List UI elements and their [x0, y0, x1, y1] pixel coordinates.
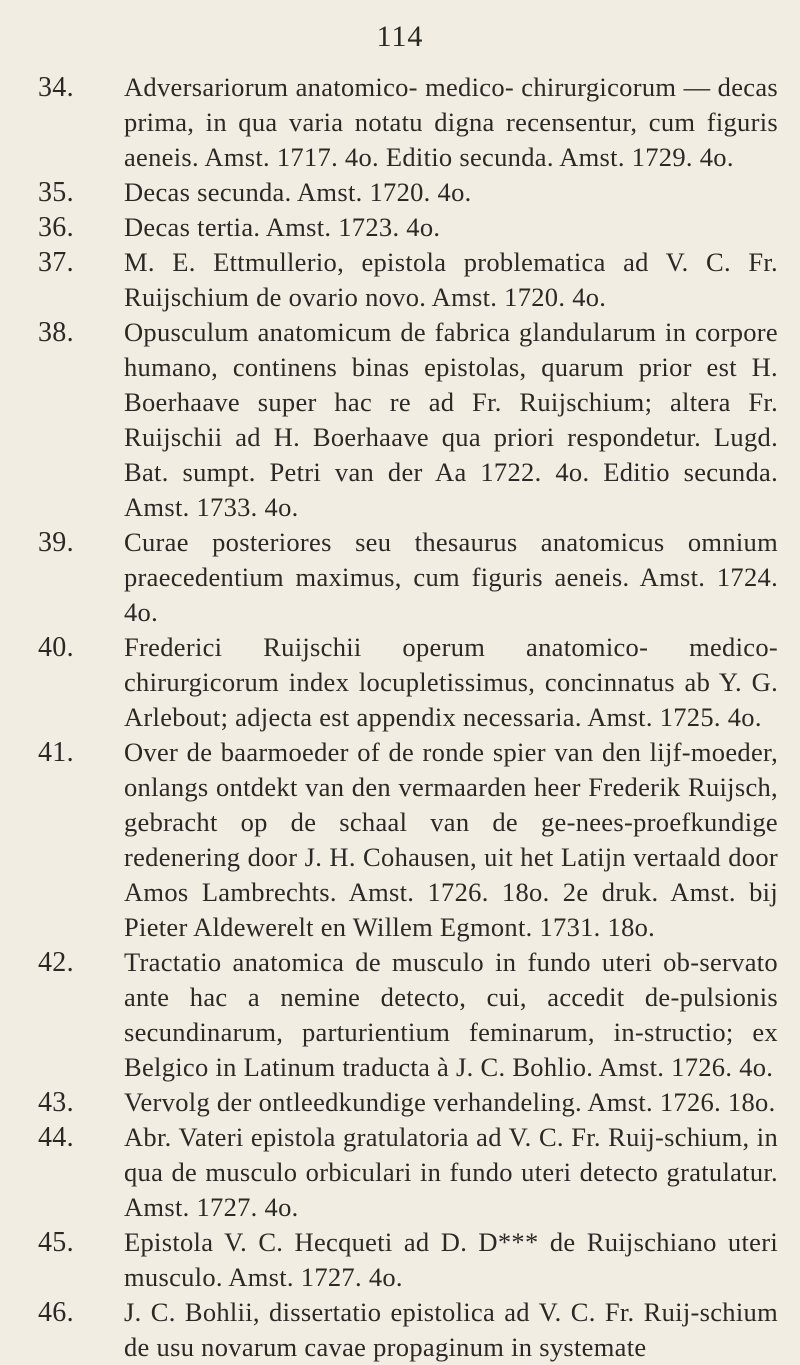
entry-number: 35.	[38, 177, 74, 208]
entry-text: Tractatio anatomica de musculo in fundo uteri ob-servato ante hac a nemine detecto, cui, accedit de-pulsionis secundinarum, parturientium feminarum, in-structio; ex Belgico in Latinum traducta à J. C. Bohlio. Amst. 1726. 4o.	[124, 947, 778, 1082]
entry-number: 44.	[38, 1122, 74, 1153]
entry-number: 38.	[38, 317, 74, 348]
entry-number: 42.	[38, 947, 74, 978]
list-item	[38, 245, 778, 315]
list-item	[38, 1295, 778, 1365]
list-item	[38, 315, 778, 525]
entry-text: Decas secunda. Amst. 1720. 4o.	[124, 177, 472, 207]
list-item	[38, 735, 778, 945]
list-item	[38, 630, 778, 735]
list-item	[38, 210, 778, 245]
list-item	[38, 70, 778, 175]
entry-number: 41.	[38, 737, 74, 768]
list-item	[38, 525, 778, 630]
entry-text: Epistola V. C. Hecqueti ad D. D*** de Ruijschiano uteri musculo. Amst. 1727. 4o.	[124, 1227, 778, 1292]
bibliography-list	[38, 70, 778, 1365]
entry-text: Frederici Ruijschii operum anatomico- medico- chirurgicorum index locupletissimus, concinnatus ab Y. G. Arlebout; adjecta est appendix necessaria. Amst. 1725. 4o.	[124, 632, 778, 732]
list-item	[38, 945, 778, 1085]
entry-text: Vervolg der ontleedkundige verhandeling. Amst. 1726. 18o.	[124, 1087, 776, 1117]
list-item	[38, 1085, 778, 1120]
entry-number: 43.	[38, 1087, 74, 1118]
entry-number: 39.	[38, 527, 74, 558]
entry-text: M. E. Ettmullerio, epistola problematica ad V. C. Fr. Ruijschium de ovario novo. Amst. 1720. 4o.	[124, 247, 778, 312]
entry-text: Curae posteriores seu thesaurus anatomicus omnium praecedentium maximus, cum figuris aeneis. Amst. 1724. 4o.	[124, 527, 778, 627]
entry-number: 45.	[38, 1227, 74, 1258]
entry-number: 46.	[38, 1297, 74, 1328]
entry-text: J. C. Bohlii, dissertatio epistolica ad V. C. Fr. Ruij-schium de usu novarum cavae propaginum in systemate	[124, 1297, 778, 1362]
entry-number: 37.	[38, 247, 74, 278]
entry-text: Adversariorum anatomico- medico- chirurgicorum — decas prima, in qua varia notatu digna recensentur, cum figuris aeneis. Amst. 1717. 4o. Editio secunda. Amst. 1729. 4o.	[124, 72, 778, 172]
list-item	[38, 1225, 778, 1295]
entry-text: Opusculum anatomicum de fabrica glandularum in corpore humano, continens binas epistolas, quarum prior est H. Boerhaave super hac re ad Fr. Ruijschium; altera Fr. Ruijschii ad H. Boerhaave qua priori respondetur. Lugd. Bat. sumpt. Petri van der Aa 1722. 4o. Editio secunda. Amst. 1733. 4o.	[124, 317, 778, 522]
entry-text: Abr. Vateri epistola gratulatoria ad V. C. Fr. Ruij-schium, in qua de musculo orbiculari in fundo uteri detecto gratulatur. Amst. 1727. 4o.	[124, 1122, 778, 1222]
entry-number: 40.	[38, 632, 74, 663]
entry-number: 34.	[38, 72, 74, 103]
entry-number: 36.	[38, 212, 74, 243]
list-item	[38, 175, 778, 210]
entry-text: Over de baarmoeder of de ronde spier van den lijf-moeder, onlangs ontdekt van den vermaarden heer Frederik Ruijsch, gebracht op de schaal van de ge-nees-proefkundige redenering door J. H. Cohausen, uit het Latijn vertaald door Amos Lambrechts. Amst. 1726. 18o. 2e druk. Amst. bij Pieter Aldewerelt en Willem Egmont. 1731. 18o.	[124, 737, 778, 942]
entry-text: Decas tertia. Amst. 1723. 4o.	[124, 212, 441, 242]
page-number: 114	[376, 20, 424, 53]
list-item	[38, 1120, 778, 1225]
